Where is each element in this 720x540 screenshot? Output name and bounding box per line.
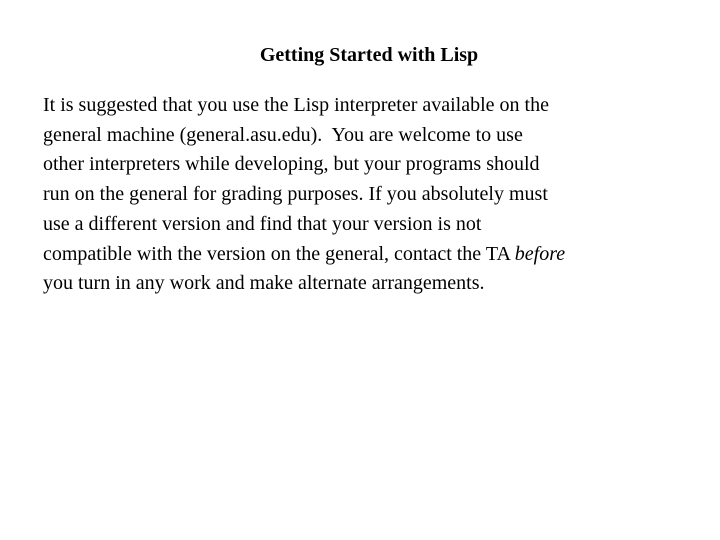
- body-paragraph: [43, 91, 683, 299]
- body-line-text: compatible with the version on the general, contact the TA: [43, 242, 515, 265]
- body-line: It is suggested that you use the Lisp interpreter available on the: [43, 94, 549, 116]
- body-line: use a different version and find that your version is not: [43, 212, 482, 235]
- body-line: you turn in any work and make alternate arrangements.: [43, 272, 485, 295]
- body-line: run on the general for grading purposes. If you absolutely must: [43, 183, 548, 206]
- slide-title: Getting Started with Lisp: [259, 44, 479, 66]
- body-line: [43, 240, 683, 270]
- body-line: other interpreters while developing, but your programs should: [43, 153, 540, 176]
- emphasis-before: before: [514, 242, 566, 265]
- body-line: general machine (general.asu.edu). You are welcome to use: [43, 123, 523, 146]
